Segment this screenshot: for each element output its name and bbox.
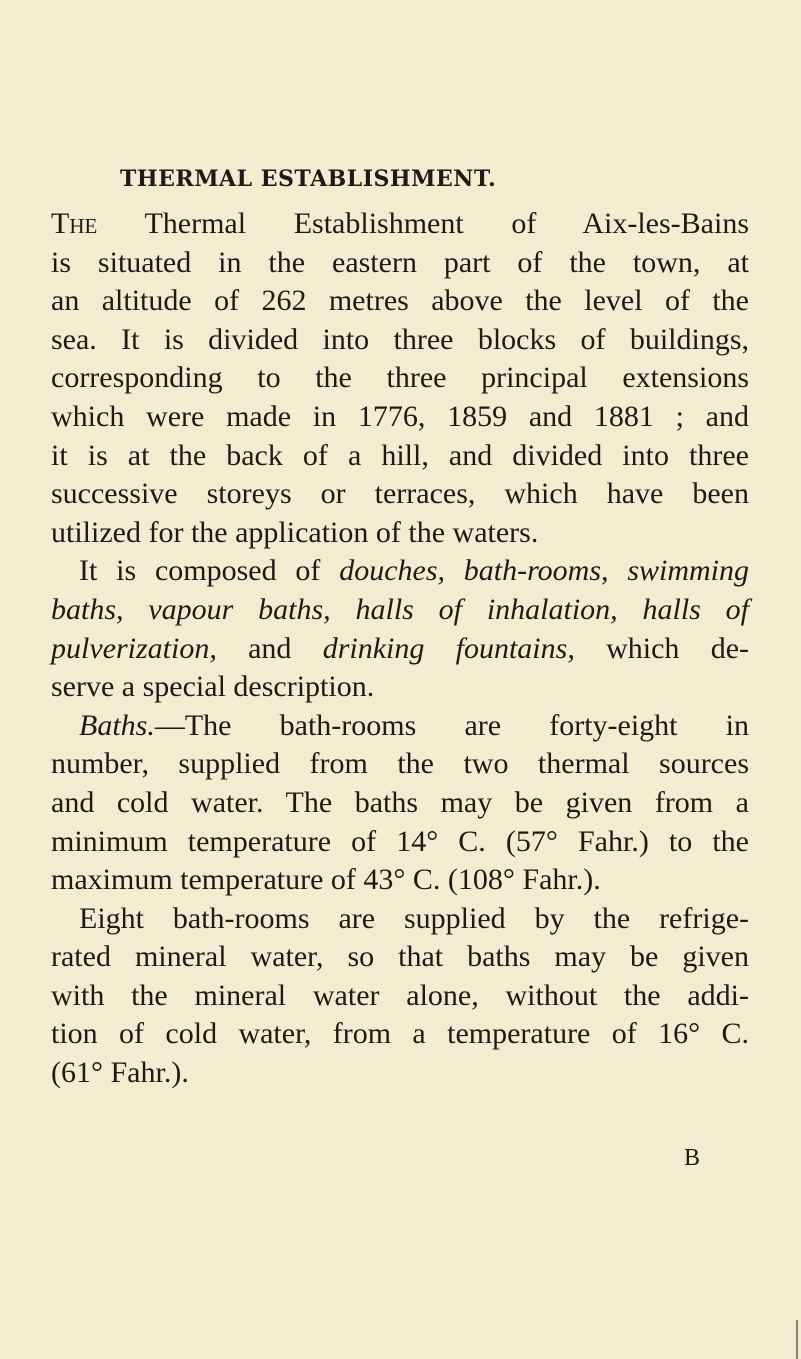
page-edge-line: [796, 1320, 798, 1359]
text-line: Eight bath-rooms are supplied by the refrige-: [79, 901, 749, 935]
text-line: an altitude of 262 metres above the level of the: [51, 284, 749, 318]
text-line: minimum temperature of 14° C. (57° Fahr.) to the: [51, 824, 749, 858]
text-line: rated mineral water, so that baths may be given: [51, 940, 749, 974]
text-line: It is composed of douches, bath-rooms, swimming: [79, 554, 750, 588]
text-line: sea. It is divided into three blocks of buildings,: [51, 322, 749, 356]
signature-mark: B: [684, 1145, 701, 1171]
body-text: [51, 205, 749, 1093]
text-line: number, supplied from the two thermal sources: [51, 747, 749, 781]
section-heading: THERMAL ESTABLISHMENT.: [120, 166, 497, 192]
text-line: is situated in the eastern part of the town, at: [51, 245, 749, 279]
text-line: utilized for the application of the waters.: [51, 515, 539, 549]
text-line: serve a special description.: [51, 670, 375, 704]
text-line: (61° Fahr.).: [51, 1056, 189, 1090]
text-line: it is at the back of a hill, and divided into three: [51, 438, 749, 472]
text-line: tion of cold water, from a temperature of 16° C.: [51, 1017, 749, 1051]
text-line: with the mineral water alone, without the addi-: [51, 978, 749, 1012]
text-line: maximum temperature of 43° C. (108° Fahr.).: [51, 863, 601, 897]
text-line: Baths.—The bath-rooms are forty-eight in: [79, 708, 749, 742]
text-line: baths, vapour baths, halls of inhalation, halls of: [51, 592, 749, 626]
text-line: which were made in 1776, 1859 and 1881 ; and: [51, 399, 749, 433]
text-line: The Thermal Establishment of Aix-les-Bains: [51, 207, 749, 240]
text-line: pulverization, and drinking fountains, which de-: [51, 631, 749, 665]
text-line: corresponding to the three principal extensions: [51, 361, 749, 395]
text-line: and cold water. The baths may be given from a: [51, 785, 749, 819]
text-line: successive storeys or terraces, which have been: [51, 477, 749, 511]
